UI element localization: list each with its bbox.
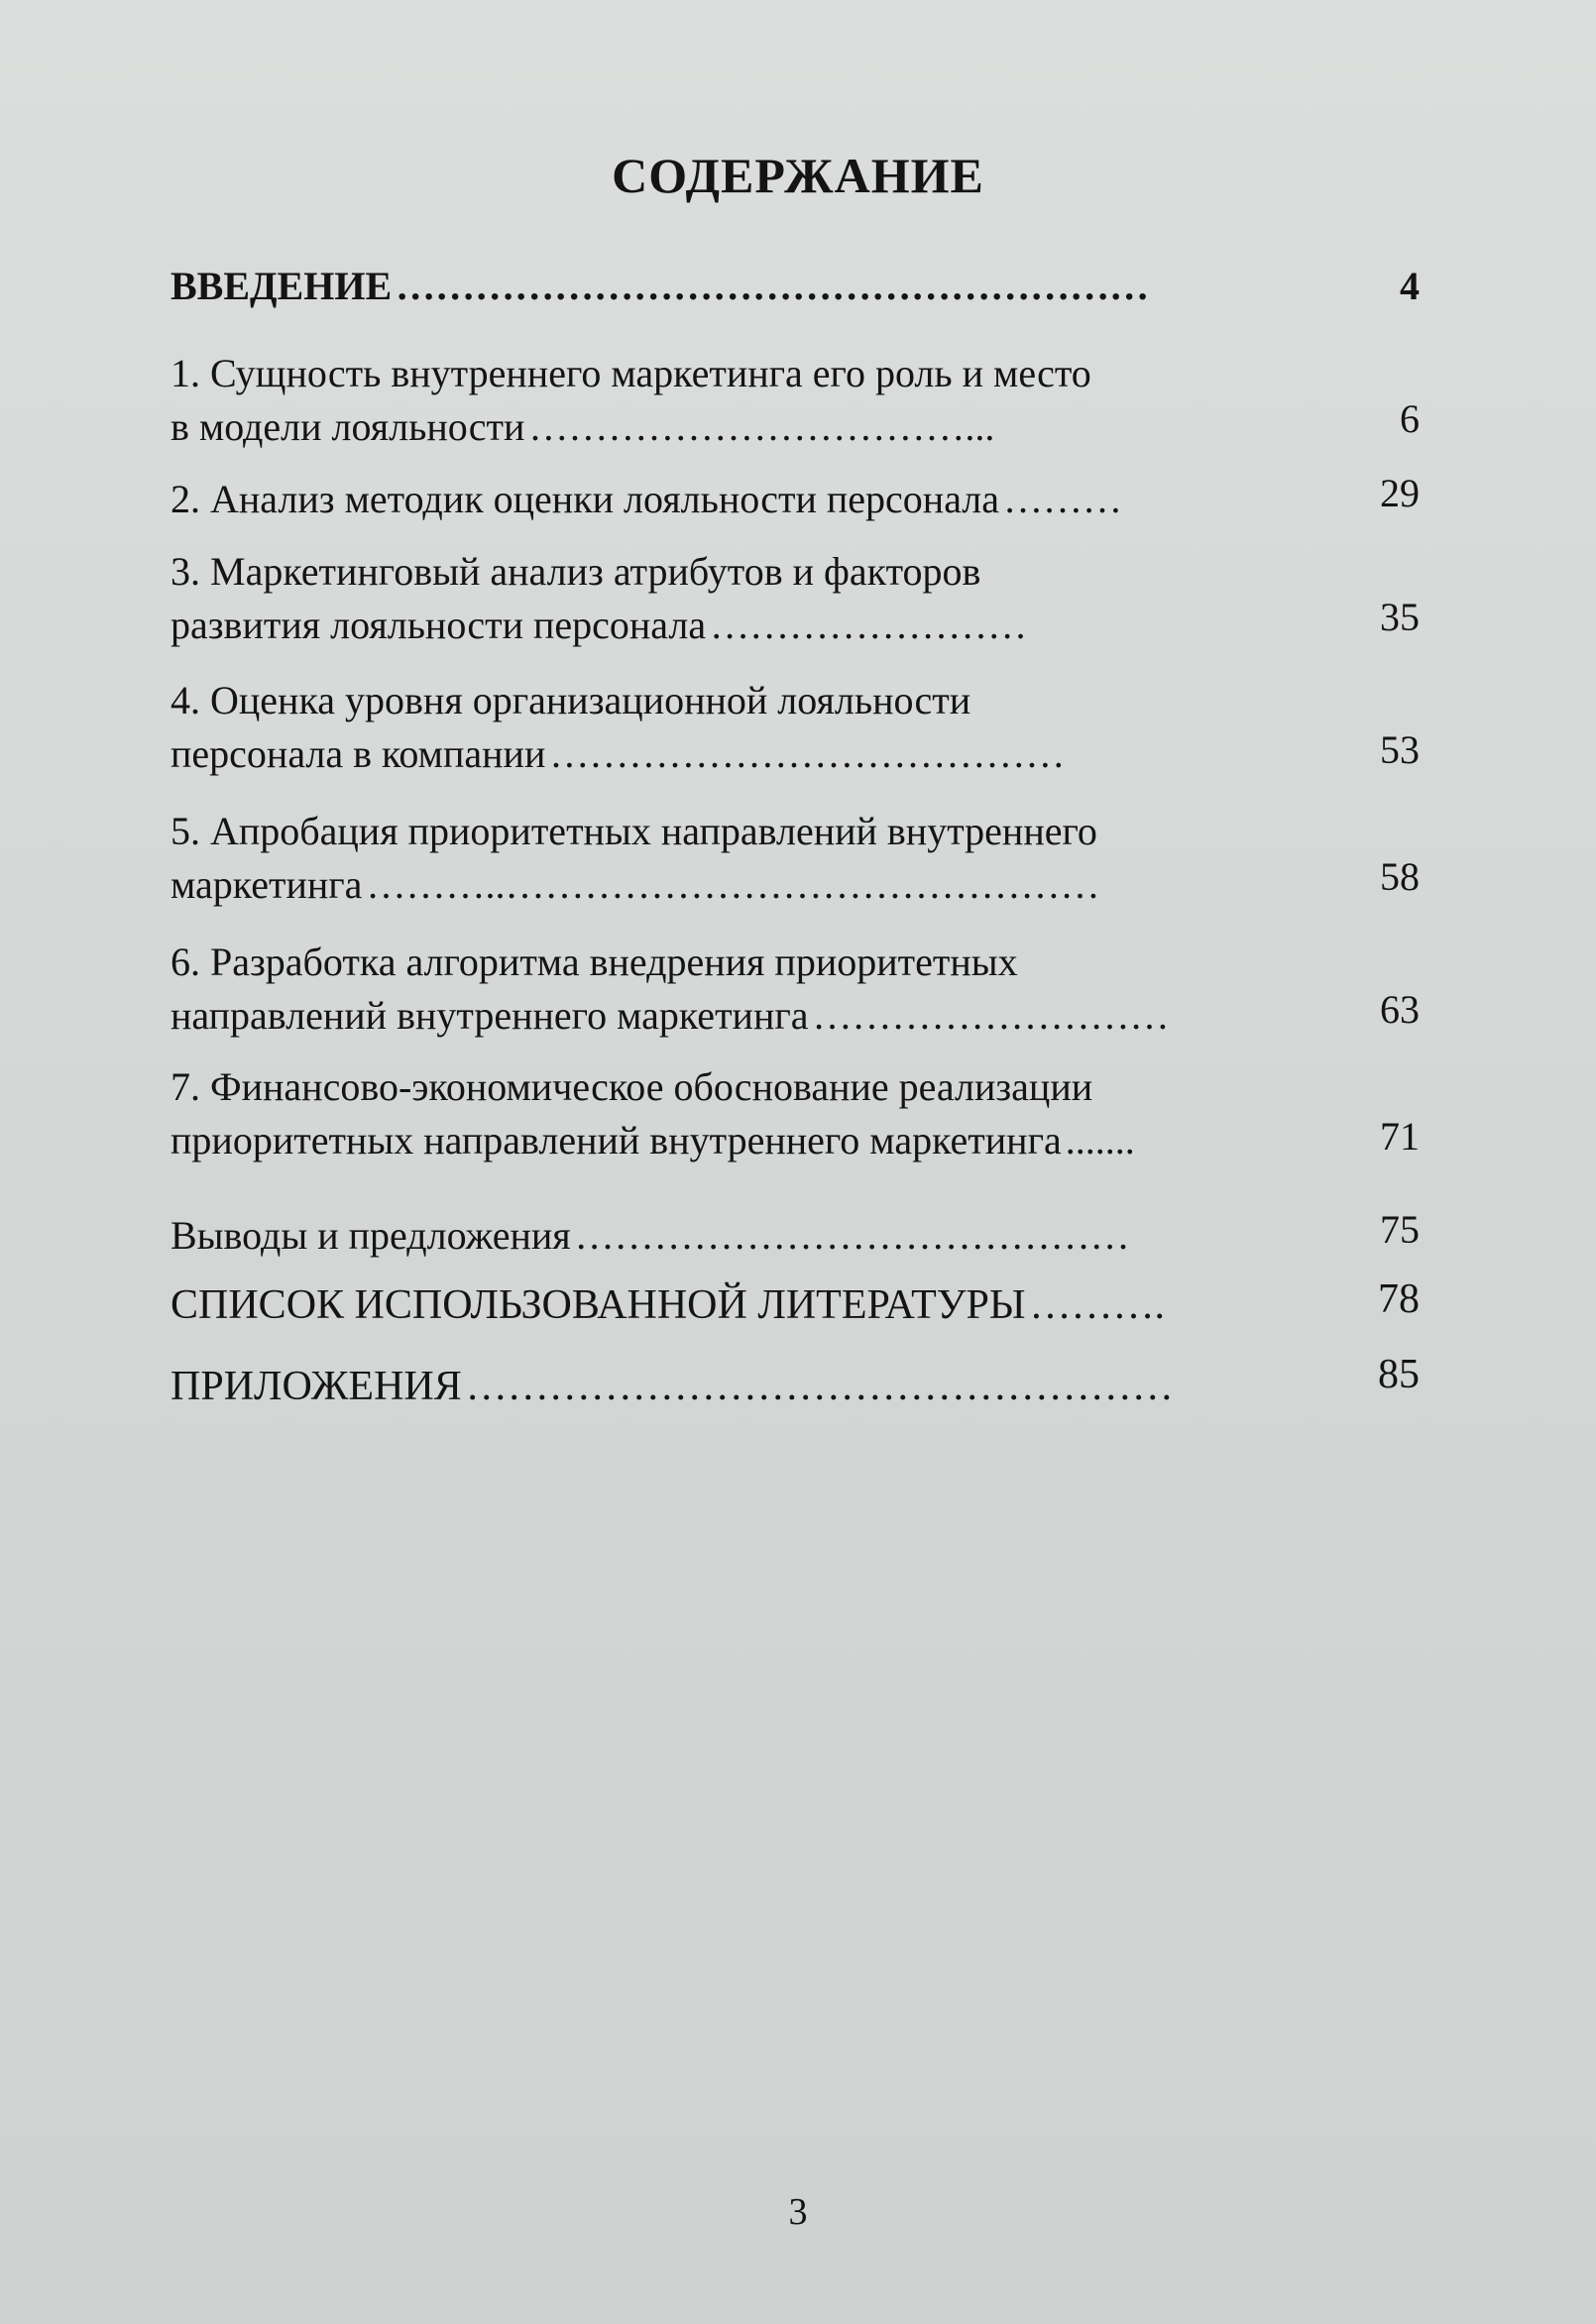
toc-leader-dots: ………..……………………………………… <box>366 862 1100 907</box>
toc-page-number: 71 <box>1380 1114 1420 1159</box>
toc-entry-3[interactable] <box>171 545 1420 652</box>
toc-page-number: 85 <box>1378 1352 1420 1397</box>
toc-page-number: 78 <box>1378 1276 1420 1322</box>
toc-entry-5[interactable] <box>171 805 1420 912</box>
toc-leader-dots: …………………………………………… <box>465 1364 1174 1409</box>
toc-page-number: 53 <box>1380 727 1420 772</box>
toc-entry-title-cont: направлений внутреннего маркетинга <box>171 993 809 1038</box>
toc-page-number: 29 <box>1380 471 1420 515</box>
toc-leader-dots: ……………………………... <box>528 404 995 449</box>
toc-entry-title: ПРИЛОЖЕНИЯ <box>171 1364 462 1409</box>
toc-entry-title: 7. Финансово-экономическое обоснование реализации <box>171 1064 1093 1109</box>
toc-leader-dots: ……………………… <box>812 993 1170 1038</box>
page-number: 3 <box>788 2191 808 2233</box>
page-title: СОДЕРЖАНИЕ <box>612 148 984 203</box>
toc-leader-dots: ………. <box>1029 1282 1165 1328</box>
toc-entry-title: 6. Разработка алгоритма внедрения приоритетных <box>171 940 1018 984</box>
toc-entry-1[interactable] <box>171 347 1420 454</box>
toc-entry-title: Выводы и предложения <box>171 1213 571 1258</box>
toc-leader-dots: ………………………………… <box>549 731 1066 776</box>
toc-page-number: 6 <box>1400 396 1420 441</box>
toc-entry-title-cont: развития лояльности персонала <box>171 603 707 647</box>
toc-leader-dots: …………………………………… <box>574 1213 1130 1258</box>
toc-entry-title: 3. Маркетинговый анализ атрибутов и факторов <box>171 549 981 594</box>
toc-page-number: 35 <box>1380 595 1420 639</box>
toc-entry-2[interactable] <box>171 473 1420 526</box>
toc-entry-title: ВВЕДЕНИЕ <box>171 264 393 308</box>
toc-entry-4[interactable] <box>171 674 1420 781</box>
toc-leader-dots: ....... <box>1065 1118 1135 1162</box>
toc-leader-dots: …………………… <box>710 603 1028 647</box>
toc-entry-title-cont: персонала в компании <box>171 731 546 776</box>
toc-page-number: 75 <box>1380 1207 1420 1252</box>
toc-entry-title: СПИСОК ИСПОЛЬЗОВАННОЙ ЛИТЕРАТУРЫ <box>171 1282 1026 1328</box>
toc-page-number: 58 <box>1380 854 1420 899</box>
toc-entry-title: 4. Оценка уровня организационной лояльности <box>171 678 971 722</box>
toc-entry-title: 1. Сущность внутреннего маркетинга его роль и место <box>171 351 1091 395</box>
toc-leader-dots: ……… <box>1003 477 1123 521</box>
toc-entry-7[interactable] <box>171 1060 1420 1167</box>
toc-leader-dots: ………………………………………………… <box>396 264 1150 308</box>
toc-entry-bibliography[interactable] <box>171 1278 1420 1332</box>
toc-page-number: 4 <box>1400 264 1420 308</box>
toc-entry-title: 5. Апробация приоритетных направлений внутреннего <box>171 809 1097 853</box>
toc-entry-title-cont: приоритетных направлений внутреннего маркетинга <box>171 1118 1062 1162</box>
toc-entry-conclusions[interactable] <box>171 1209 1420 1263</box>
toc-entry-6[interactable] <box>171 936 1420 1043</box>
toc-entry-title-cont: в модели лояльности <box>171 404 525 449</box>
toc-entry-title-cont: маркетинга <box>171 862 363 907</box>
toc-entry-title: 2. Анализ методик оценки лояльности персонала <box>171 477 1000 521</box>
toc-page-number: 63 <box>1380 987 1420 1032</box>
toc-entry-appendices[interactable] <box>171 1352 1420 1413</box>
toc-entry-introduction[interactable] <box>171 260 1420 313</box>
